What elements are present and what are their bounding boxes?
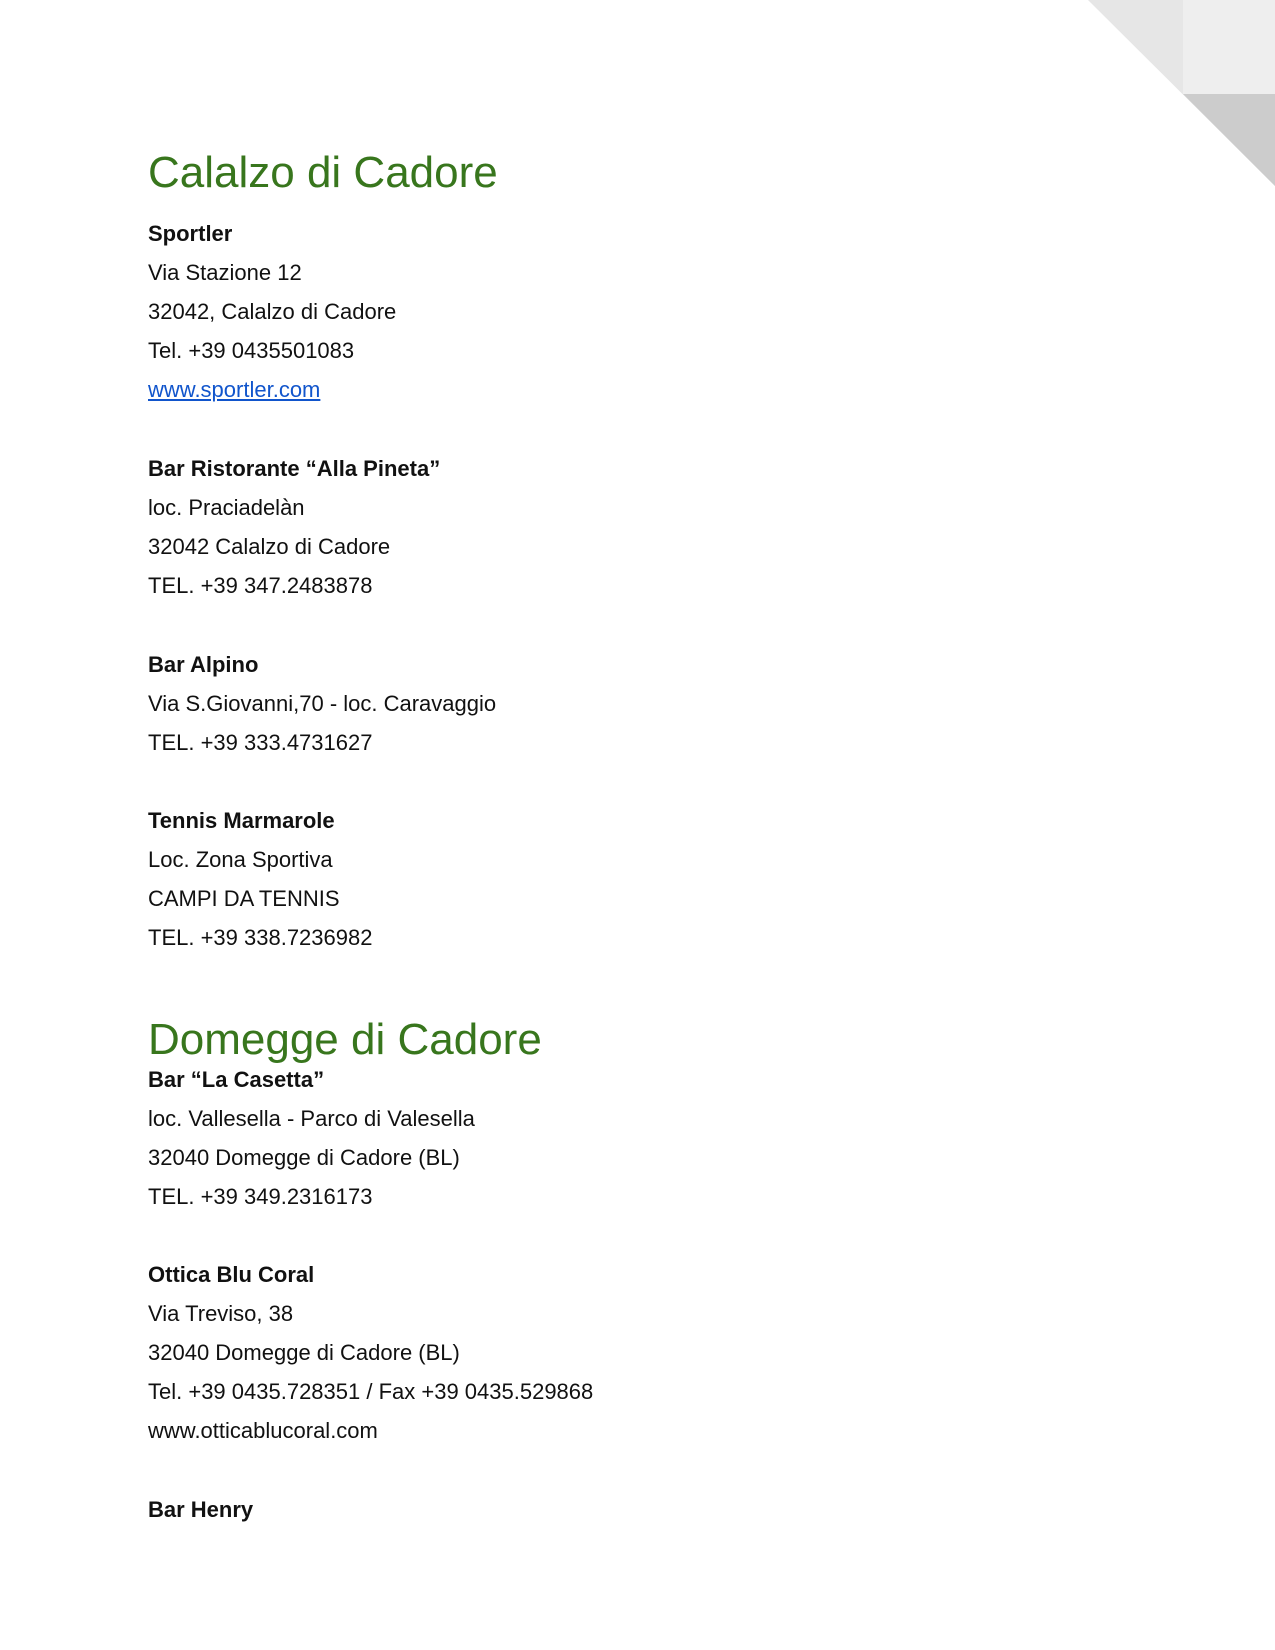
entry-name: Bar Ristorante “Alla Pineta” <box>148 456 441 481</box>
address-line: loc. Praciadelàn <box>148 495 305 520</box>
phone-line: Tel. +39 0435.728351 / Fax +39 0435.529868 <box>148 1379 594 1404</box>
entry-name: Bar Alpino <box>148 652 259 677</box>
address-line: 32042, Calalzo di Cadore <box>148 299 397 324</box>
entry-sportler <box>148 214 396 409</box>
entry-ottica-blu-coral <box>148 1255 593 1450</box>
address-line: loc. Vallesella - Parco di Valesella <box>148 1106 475 1131</box>
address-line: 32040 Domegge di Cadore (BL) <box>148 1340 460 1365</box>
phone-line: TEL. +39 347.2483878 <box>148 573 373 598</box>
website-text: www.otticablucoral.com <box>148 1418 378 1443</box>
address-line: 32042 Calalzo di Cadore <box>148 534 391 559</box>
entry-name: Bar “La Casetta” <box>148 1067 325 1092</box>
phone-line: TEL. +39 333.4731627 <box>148 730 373 755</box>
entry-la-casetta <box>148 1060 475 1216</box>
address-line: 32040 Domegge di Cadore (BL) <box>148 1145 460 1170</box>
phone-line: TEL. +39 338.7236982 <box>148 925 373 950</box>
entry-name: Sportler <box>148 221 233 246</box>
section-title-domegge: Domegge di Cadore <box>148 1015 542 1064</box>
entry-bar-henry <box>148 1490 253 1529</box>
entry-name: Bar Henry <box>148 1497 254 1522</box>
address-line: Via Treviso, 38 <box>148 1301 294 1326</box>
entry-tennis-marmarole <box>148 801 372 957</box>
website-link[interactable]: www.sportler.com <box>148 377 321 402</box>
entry-bar-alpino <box>148 645 496 762</box>
phone-line: TEL. +39 349.2316173 <box>148 1184 373 1209</box>
address-line: Via S.Giovanni,70 - loc. Caravaggio <box>148 691 497 716</box>
section-title-calalzo: Calalzo di Cadore <box>148 148 498 197</box>
phone-line: Tel. +39 0435501083 <box>148 338 355 363</box>
entry-name: Tennis Marmarole <box>148 808 335 833</box>
address-line: Loc. Zona Sportiva <box>148 847 333 872</box>
address-line: Via Stazione 12 <box>148 260 302 285</box>
description-line: CAMPI DA TENNIS <box>148 886 340 911</box>
entry-alla-pineta <box>148 449 440 605</box>
entry-name: Ottica Blu Coral <box>148 1262 315 1287</box>
